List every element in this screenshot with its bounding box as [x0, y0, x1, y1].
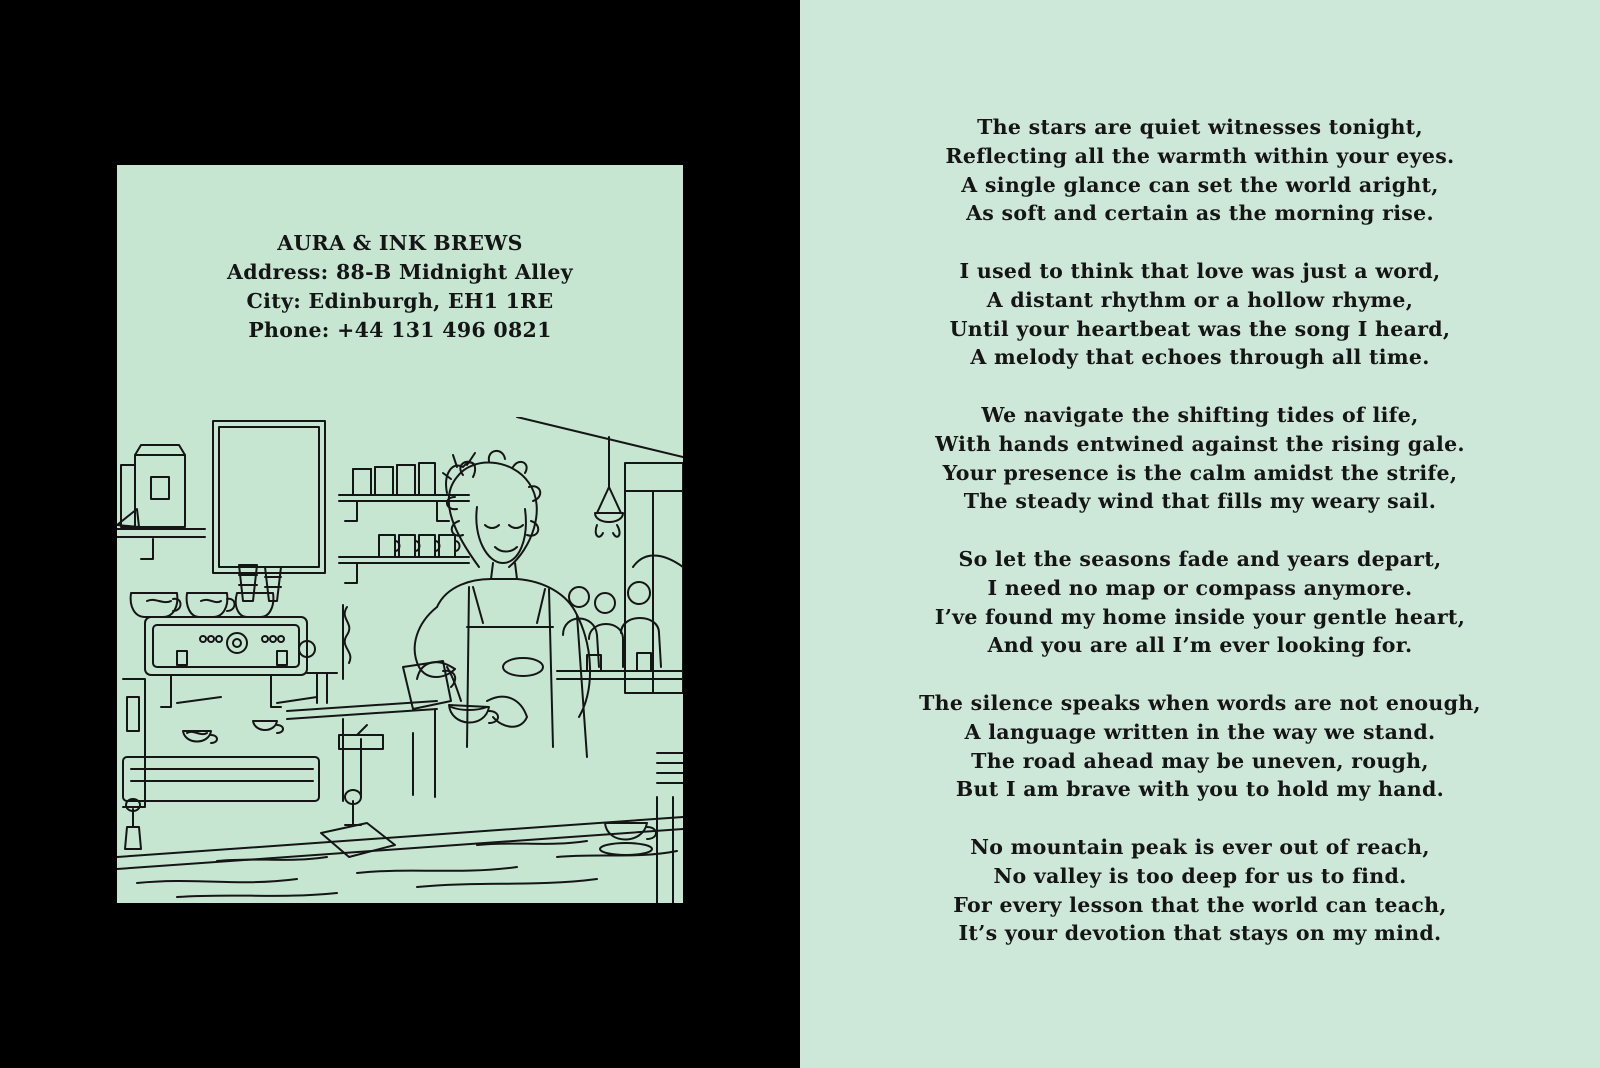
shop-address: Address: 88-B Midnight Alley: [227, 260, 573, 284]
poem: [800, 113, 1600, 977]
cup-stacks: [239, 565, 281, 601]
poem-line: Until your heartbeat was the song I heard,: [949, 316, 1451, 341]
barista-illustration: [117, 417, 683, 903]
shop-phone: Phone: +44 131 496 0821: [248, 318, 552, 342]
poem-line: And you are all I’m ever looking for.: [987, 633, 1413, 658]
back-counter: [287, 701, 437, 719]
poem-stanza: [800, 689, 1600, 804]
wall-frame: [213, 421, 325, 573]
poem-line: I used to think that love was just a word,: [959, 258, 1441, 283]
ceiling-line: [517, 417, 683, 457]
poem-line: I need no map or compass anymore.: [987, 575, 1413, 600]
steam-wand-steam: [345, 607, 351, 663]
poem-line: No mountain peak is ever out of reach,: [970, 834, 1430, 859]
poem-line: For every lesson that the world can teach,: [953, 892, 1447, 917]
shop-city: City: Edinburgh, EH1 1RE: [246, 289, 554, 313]
plate-stack: [657, 753, 683, 783]
poem-stanza: [800, 257, 1600, 372]
card-info: [117, 229, 683, 345]
hanging-plant: [597, 437, 621, 513]
poem-line: Reflecting all the warmth within your eyes.: [945, 143, 1455, 168]
jar-shelf: [339, 453, 475, 521]
poem-line: So let the seasons fade and years depart,: [958, 546, 1442, 571]
business-card: [117, 165, 683, 903]
poem-line: We navigate the shifting tides of life,: [981, 402, 1419, 427]
towel-and-tamper: [321, 790, 395, 857]
counter-cup: [600, 823, 656, 855]
counter: [117, 817, 683, 897]
poem-line: The road ahead may be uneven, rough,: [971, 748, 1429, 773]
poem-line: With hands entwined against the rising gale.: [935, 431, 1465, 456]
barista-torso: [437, 579, 587, 757]
barista: [403, 451, 590, 757]
poem-line: I’ve found my home inside your gentle heart,: [934, 604, 1466, 629]
poem-line: But I am brave with you to hold my hand.: [955, 777, 1445, 802]
poem-line: The steady wind that fills my weary sail.: [963, 489, 1437, 514]
poem-line: The stars are quiet witnesses tonight,: [977, 115, 1423, 139]
poem-stanza: [800, 401, 1600, 516]
barista-face: [476, 507, 526, 563]
name-tag: [503, 658, 543, 676]
poem-line: Your presence is the calm amidst the strife,: [942, 460, 1458, 485]
poem-line: A language written in the way we stand.: [964, 719, 1436, 744]
poem-stanza: [800, 833, 1600, 948]
mug-shelf: [339, 535, 469, 583]
poem-line: As soft and certain as the morning rise.: [966, 201, 1434, 226]
poem-line: A single glance can set the world aright,: [961, 172, 1439, 197]
coffee-bags-shelf: [117, 445, 205, 559]
poem-line: A melody that echoes through all time.: [970, 345, 1430, 370]
poem-stanza: [800, 545, 1600, 660]
right-panel: [800, 0, 1600, 1068]
background-customers: [557, 582, 683, 679]
poem-line: A distant rhythm or a hollow rhyme,: [986, 287, 1414, 312]
poem-line: The silence speaks when words are not enough,: [919, 690, 1481, 715]
poem-line: It’s your devotion that stays on my mind.: [958, 921, 1442, 946]
barista-hair: [449, 463, 537, 567]
poem-line: No valley is too deep for us to find.: [993, 863, 1407, 888]
shop-name: AURA & INK BREWS: [277, 231, 523, 255]
poem-stanza: [800, 113, 1600, 228]
